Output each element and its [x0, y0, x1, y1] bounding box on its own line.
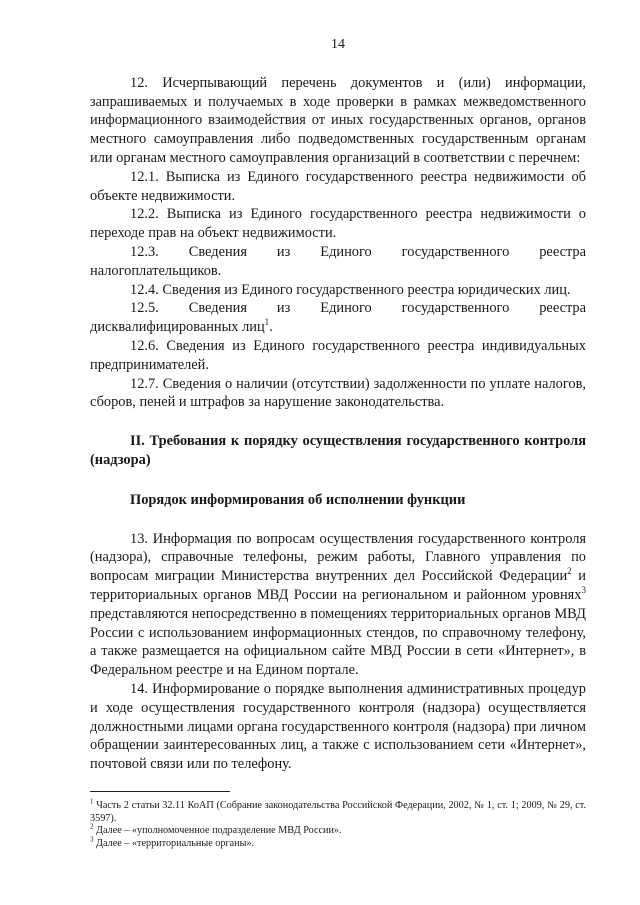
paragraph-13-part-a: 13. Информация по вопросам осуществления государственного контроля (надзора), справочные телефоны, режим работы, Главного управления по вопросам миграции Министерства внутренних дел Российской Федерации — [90, 530, 586, 585]
footnote-ref-1: 1 — [264, 317, 270, 328]
list-item-12-7: 12.7. Сведения о наличии (отсутствии) задолженности по уплате налогов, сборов, пеней и штрафов за нарушение законодательства. — [90, 375, 586, 411]
paragraph-14: 14. Информирование о порядке выполнения административных процедур и ходе осуществления государственного контроля (надзора) осуществляется должностными лицами органа государственного контроля (надзора) при личном обращении заинтересованных лиц, а также с использованием сети «Интернет», почтовой связи или по телефону. — [90, 680, 586, 773]
paragraph-13-part-b: и территориальных органов МВД России на региональном и районном уровнях — [90, 568, 586, 603]
footnote-ref-2: 2 — [567, 566, 572, 577]
paragraph-13-part-c: представляются непосредственно в помещениях территориальных органов МВД России с использованием информационных стендов, по справочному телефону, а также размещается на официальном сайте МВД России в сети «Интернет», в Федеральном реестре и на Едином портале. — [90, 605, 586, 679]
list-item-12-6: 12.6. Сведения из Единого государственного реестра индивидуальных предпринимателей. — [90, 337, 586, 373]
footnote-ref-3: 3 — [581, 585, 586, 596]
paragraph-13 — [90, 530, 586, 680]
footnote-1-text: Часть 2 статьи 32.11 КоАП (Собрание законодательства Российской Федерации, 2002, № 1, ст. 1; 2009, № 29, ст. 3597). — [90, 800, 587, 824]
footnote-1 — [90, 797, 587, 825]
list-item-12-4: 12.4. Сведения из Единого государственного реестра юридических лиц. — [130, 281, 571, 298]
footnote-2 — [90, 822, 586, 838]
section-heading: II. Требования к порядку осуществления государственного контроля (надзора) — [90, 433, 586, 468]
footnote-2-mark: 2 — [90, 822, 94, 831]
page-number: 14 — [331, 37, 345, 52]
list-item-12-5-text: 12.5. Сведения из Единого государственного реестра дисквалифицированных лиц — [90, 300, 586, 336]
paragraph-12: 12. Исчерпывающий перечень документов и (или) информации, запрашиваемых и получаемых в ходе проверки в рамках межведомственного информационного взаимодействия от иных государственных органов, органов местного самоуправления либо подведомственных государственным органам или органам местного самоуправления организаций в соответствии с перечнем: — [90, 74, 586, 166]
list-item-12-1: 12.1. Выписка из Единого государственного реестра недвижимости об объекте недвижимости. — [90, 168, 586, 204]
subheading: Порядок информирования об исполнении функции — [130, 491, 466, 508]
list-item-12-2: 12.2. Выписка из Единого государственного реестра недвижимости о переходе прав на объект недвижимости. — [90, 206, 586, 242]
list-item-12-5: 12.5. Сведения из Единого государственного реестра дисквалифицированных лиц$^1$. — [90, 300, 586, 336]
list-item-12-3: 12.3. Сведения из Единого государственного реестра налогоплательщиков. — [90, 243, 586, 279]
footnote-3-mark: 3 — [90, 835, 94, 844]
footnote-3-text: Далее – «территориальные органы». — [96, 837, 255, 849]
footnote-3 — [90, 835, 586, 851]
footnote-2-text: Далее – «уполномоченное подразделение МВД России». — [96, 825, 342, 837]
footnotes — [90, 791, 586, 850]
footnote-1-mark: 1 — [90, 797, 94, 806]
footnote-divider — [90, 791, 230, 792]
